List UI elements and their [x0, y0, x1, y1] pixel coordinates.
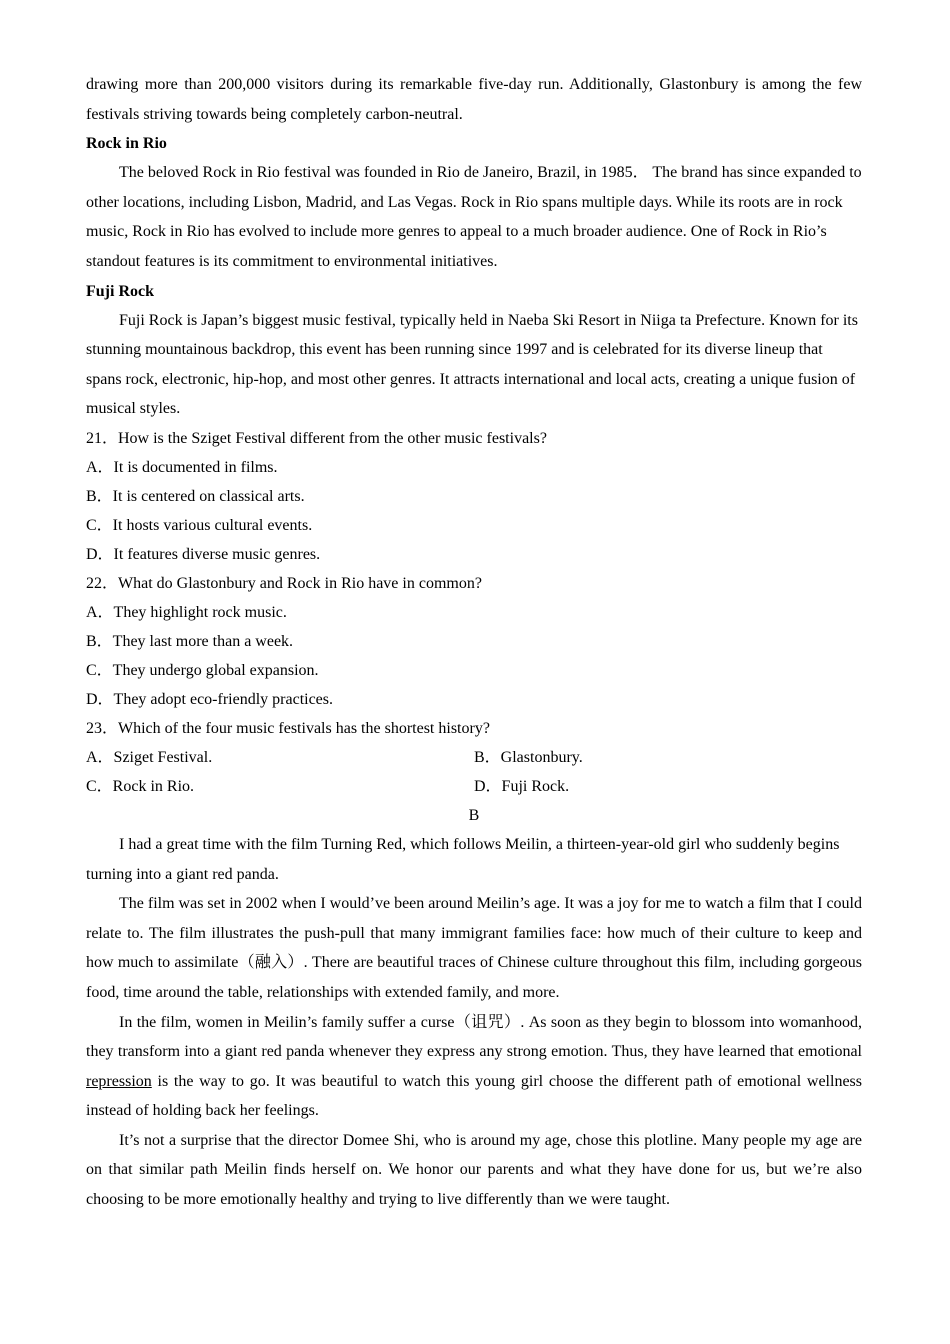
answer-option: D．It features diverse music genres.: [86, 545, 321, 563]
answer-option: C．They undergo global expansion.: [86, 661, 319, 679]
passage-b-label: B: [468, 806, 480, 824]
passage-b-paragraph: It’s not a surprise that the director Domee Shi, who is around my age, chose this plotline. Many people my age are on that similar path Meilin finds herself on. We honor our parents and what they have done for us, but we’re also choosing to be more emotionally healthy and trying to live differently than we were taught.: [86, 1131, 862, 1209]
answer-option: B．It is centered on classical arts.: [86, 487, 305, 505]
answer-option: C．It hosts various cultural events.: [86, 516, 313, 534]
passage-a-continuation: drawing more than 200,000 visitors during its remarkable five-day run. Additionally, Glastonbury is among the few festivals striving towards being completely carbon-neutral.: [86, 76, 862, 123]
text-span: is the way to go. It was beautiful to watch this young girl choose the different path of emotional wellness instead of holding back her feelings.: [86, 1072, 862, 1120]
passage-b-paragraph: [86, 1008, 862, 1126]
section-heading-fuji-rock: Fuji Rock: [86, 282, 154, 300]
question-stem: 22．What do Glastonbury and Rock in Rio have in common?: [86, 574, 482, 592]
answer-option: A．It is documented in films.: [86, 458, 278, 476]
section-body-rock-in-rio: The beloved Rock in Rio festival was founded in Rio de Janeiro, Brazil, in 1985． The brand has since expanded to other locations, including Lisbon, Madrid, and Las Vegas. Rock in Rio spans multiple days. While its roots are in rock music, Rock in Rio has evolved to include more genres to appeal to a much broader audience. One of Rock in Rio’s standout features is its commitment to environmental initiatives.: [86, 164, 862, 270]
options-row: [86, 743, 862, 772]
exam-page: [86, 70, 862, 1215]
answer-option: A．Sziget Festival.: [86, 748, 213, 766]
answer-option: B．Glastonbury.: [474, 748, 583, 766]
question-stem: 23．Which of the four music festivals has the shortest history?: [86, 719, 490, 737]
answer-option: D．Fuji Rock.: [474, 777, 570, 795]
text-span: In the film, women in Meilin’s family suffer a curse（诅咒）. As soon as they begin to blossom into womanhood, they transform into a giant red panda whenever they express any strong emotion. Thus, they have learned that emotional: [86, 1013, 862, 1061]
question-23: [86, 714, 862, 801]
section-heading-rock-in-rio: Rock in Rio: [86, 135, 167, 153]
underlined-word: repression: [86, 1072, 152, 1090]
answer-option: B．They last more than a week.: [86, 632, 294, 650]
section-body-fuji-rock: Fuji Rock is Japan’s biggest music festival, typically held in Naeba Ski Resort in Niiga ta Prefecture. Known for its stunning mountainous backdrop, this event has been running since 1997 and is celebrated for its diverse lineup that spans rock, electronic, hip-hop, and most other genres. It attracts international and local acts, creating a unique fusion of musical styles.: [86, 311, 858, 418]
passage-b-paragraph: I had a great time with the film Turning Red, which follows Meilin, a thirteen-year-old girl who suddenly begins turning into a giant red panda.: [86, 835, 840, 883]
answer-option: D．They adopt eco-friendly practices.: [86, 690, 334, 708]
question-21: [86, 424, 862, 569]
question-stem: 21．How is the Sziget Festival different from the other music festivals?: [86, 429, 547, 447]
question-22: [86, 569, 862, 714]
answer-option: C．Rock in Rio.: [86, 777, 195, 795]
answer-option: A．They highlight rock music.: [86, 603, 287, 621]
options-row: [86, 772, 862, 801]
passage-b-paragraph: The film was set in 2002 when I would’ve been around Meilin’s age. It was a joy for me to watch a film that I could relate to. The film illustrates the push-pull that many immigrant families face: how much of their culture to keep and how much to assimilate（融入）. There are beautiful traces of Chinese culture throughout this film, including gorgeous food, time around the table, relationships with extended family, and more.: [86, 895, 862, 1001]
